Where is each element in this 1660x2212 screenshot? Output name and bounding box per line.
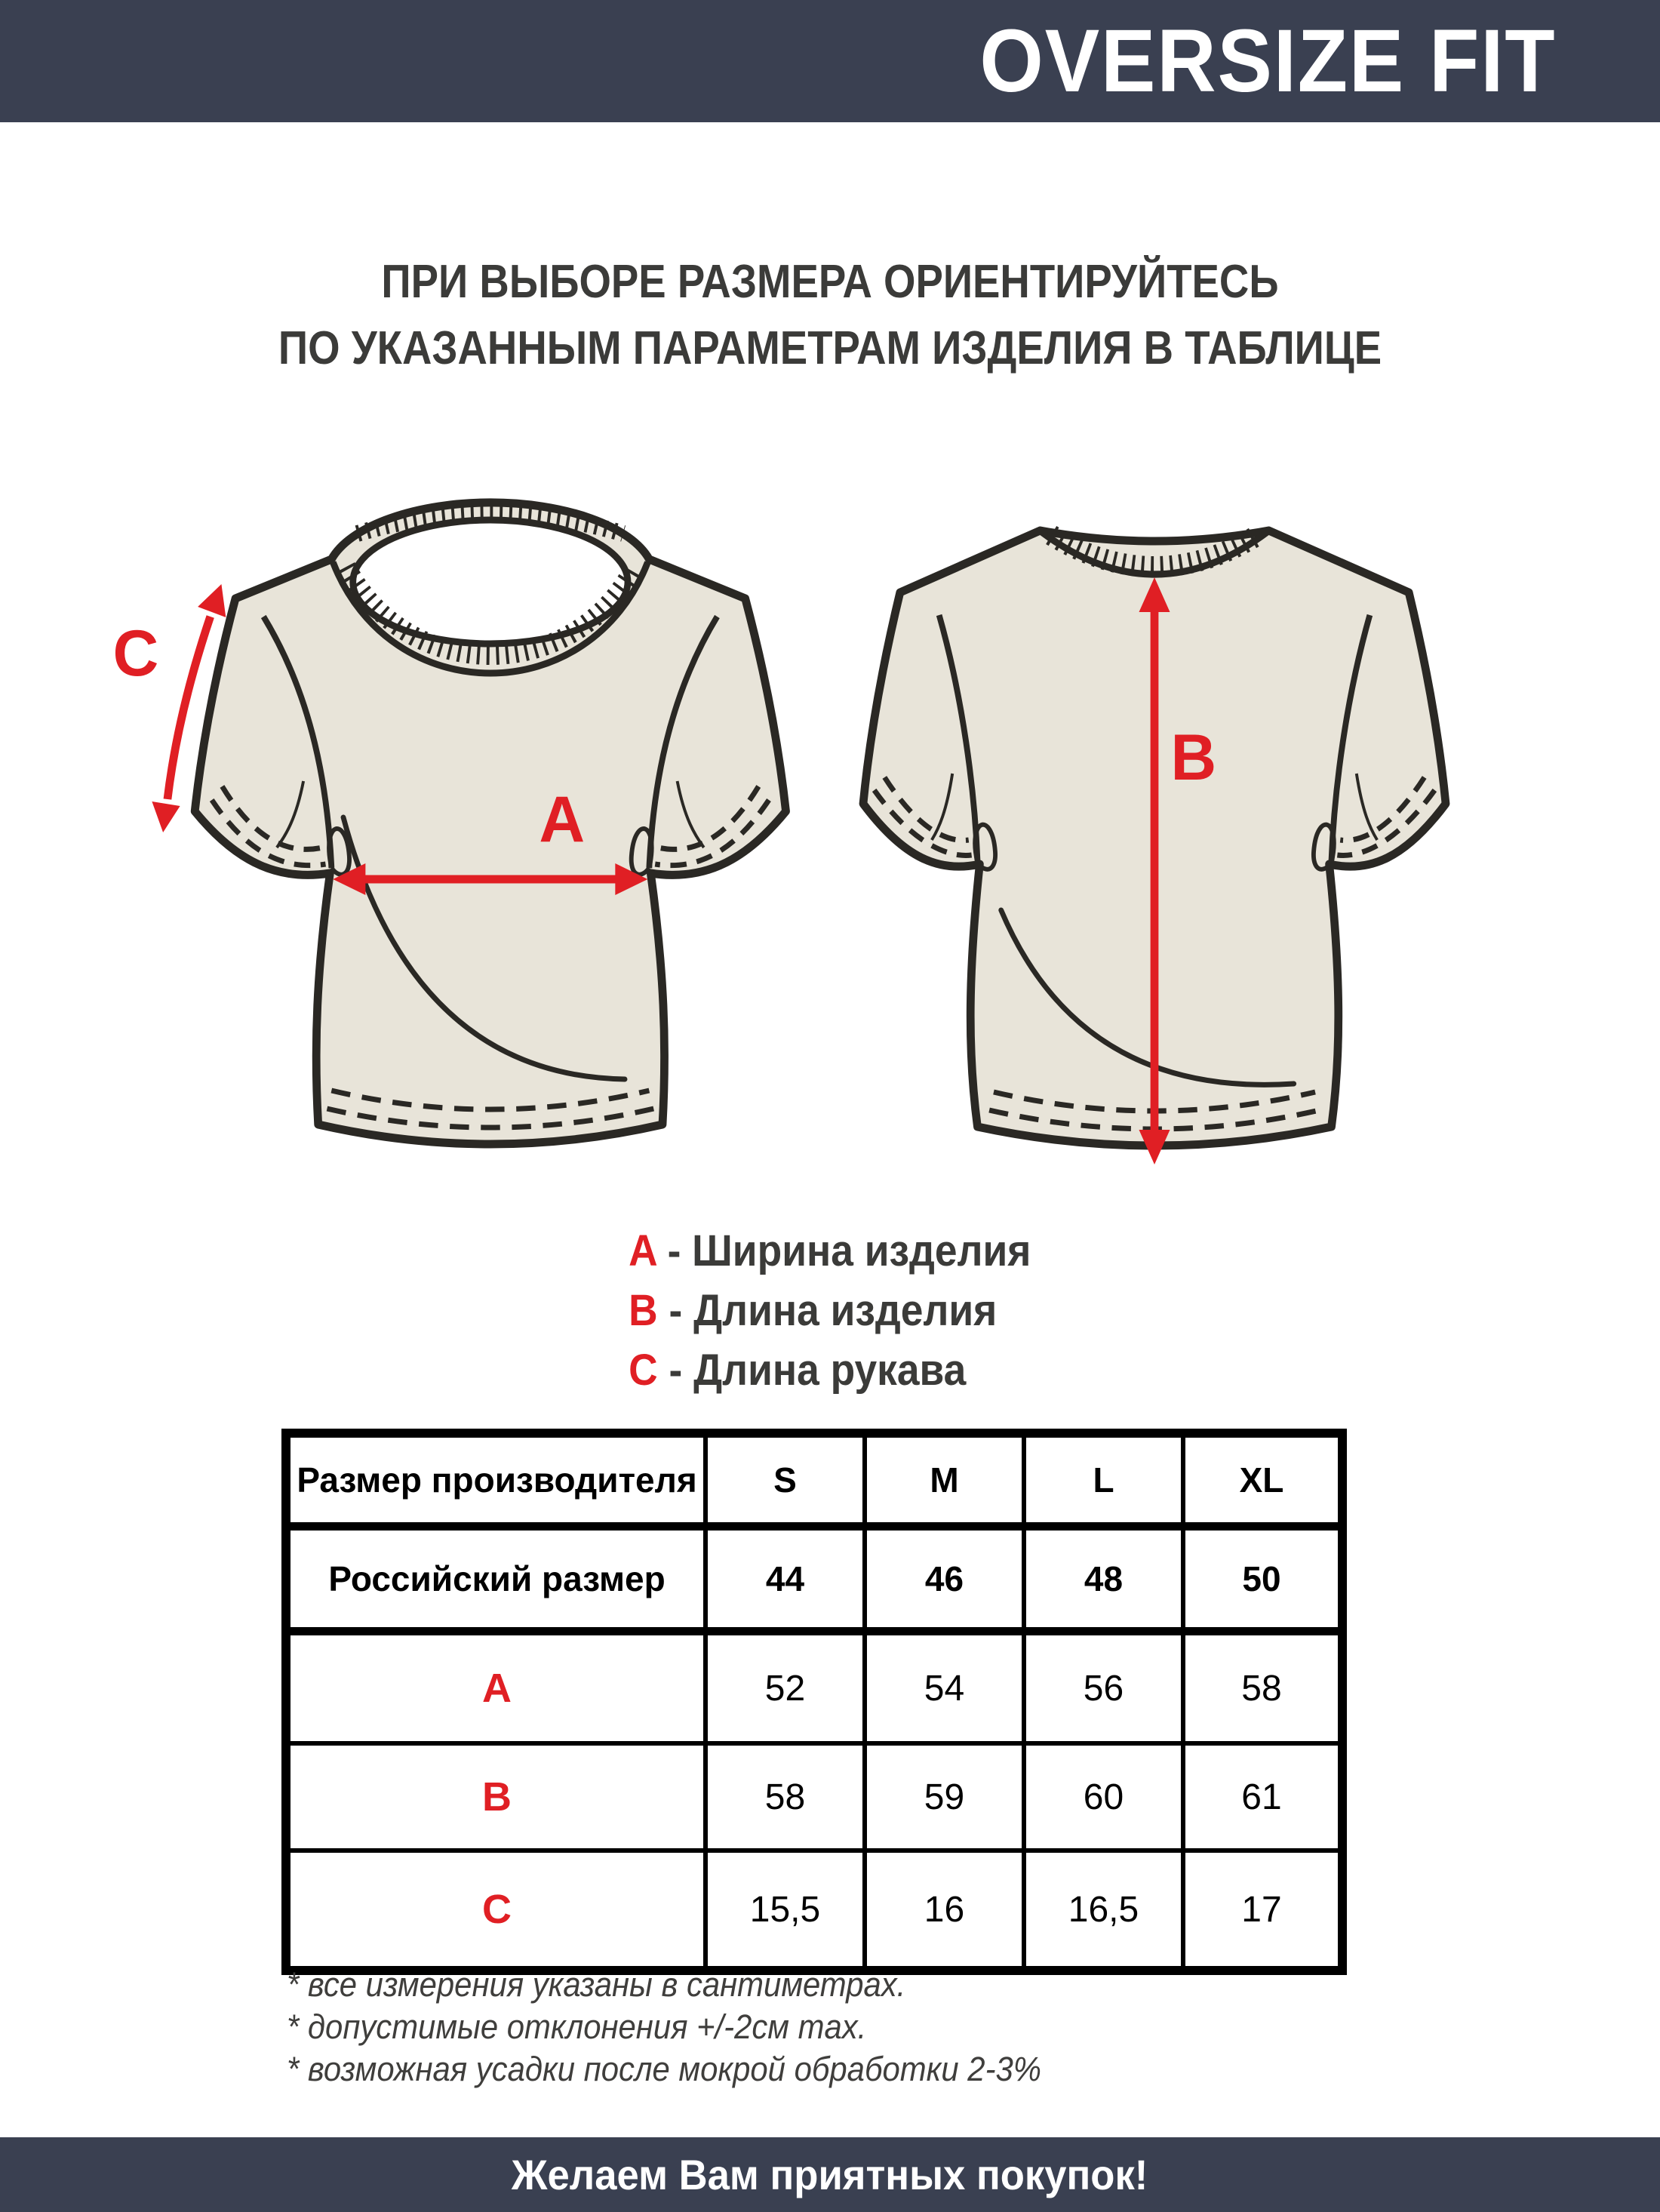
- label-c: C: [112, 617, 159, 691]
- collar-opening: [353, 520, 628, 644]
- legend-desc-a: - Ширина изделия: [667, 1226, 1031, 1275]
- cell: 60: [1024, 1743, 1183, 1851]
- cell: M: [865, 1433, 1024, 1527]
- row-label: Российский размер: [286, 1527, 706, 1632]
- row-label: Размер производителя: [286, 1433, 706, 1527]
- legend-desc-b: - Длина изделия: [669, 1286, 998, 1335]
- cell: 56: [1024, 1632, 1183, 1744]
- footnote-1: * все измерения указаны в сантиметрах.: [287, 1965, 906, 2004]
- table-row-russian-size: [286, 1527, 1342, 1632]
- label-a: A: [539, 783, 586, 857]
- intro-heading: [0, 249, 1660, 382]
- legend-key-b: B: [629, 1286, 658, 1335]
- intro-line-2: ПО УКАЗАННЫМ ПАРАМЕТРАМ ИЗДЕЛИЯ В ТАБЛИЦЕ: [278, 322, 1382, 374]
- legend-item-a: [629, 1221, 1031, 1281]
- cell: 16,5: [1024, 1851, 1183, 1970]
- row-label: C: [286, 1851, 706, 1970]
- table-row-producer-size: [286, 1433, 1342, 1527]
- cell: 44: [706, 1527, 865, 1632]
- legend-key-a: A: [629, 1226, 656, 1275]
- size-table: [281, 1429, 1347, 1975]
- cell: 54: [865, 1632, 1024, 1744]
- page-title: OVERSIZE FIT: [979, 11, 1556, 111]
- cell: 59: [865, 1743, 1024, 1851]
- cell: 15,5: [706, 1851, 865, 1970]
- cell: L: [1024, 1433, 1183, 1527]
- footer-bar: [0, 2137, 1660, 2212]
- cell: 50: [1183, 1527, 1342, 1632]
- cell: 58: [1183, 1632, 1342, 1744]
- footnote-2: * допустимые отклонения +/-2см max.: [287, 2007, 867, 2046]
- table-row-b: [286, 1743, 1342, 1851]
- measurement-diagrams: [95, 487, 1479, 1204]
- footer-message: Желаем Вам приятных покупок!: [512, 2151, 1148, 2198]
- legend-item-b: [629, 1281, 1031, 1340]
- measurement-legend: [0, 1221, 1660, 1400]
- table-row-a: [286, 1632, 1342, 1744]
- cell: 17: [1183, 1851, 1342, 1970]
- intro-line-1: ПРИ ВЫБОРЕ РАЗМЕРА ОРИЕНТИРУЙТЕСЬ: [381, 256, 1279, 308]
- legend-desc-c: - Длина рукава: [669, 1346, 967, 1395]
- table-row-c: [286, 1851, 1342, 1970]
- cell: 48: [1024, 1527, 1183, 1632]
- footnotes: [287, 1964, 1098, 2090]
- legend-item-c: [629, 1340, 1031, 1400]
- cell: S: [706, 1433, 865, 1527]
- cell: 16: [865, 1851, 1024, 1970]
- tshirt-back-diagram: [830, 487, 1479, 1204]
- cell: 46: [865, 1527, 1024, 1632]
- legend-key-c: C: [629, 1346, 658, 1395]
- header-bar: [0, 0, 1660, 122]
- cell: 52: [706, 1632, 865, 1744]
- row-label: B: [286, 1743, 706, 1851]
- row-label: A: [286, 1632, 706, 1744]
- footnote-3: * возможная усадки после мокрой обработки 2-3%: [287, 2050, 1041, 2088]
- cell: XL: [1183, 1433, 1342, 1527]
- label-b: B: [1170, 721, 1217, 795]
- cell: 61: [1183, 1743, 1342, 1851]
- cell: 58: [706, 1743, 865, 1851]
- tshirt-front-diagram: [95, 487, 804, 1204]
